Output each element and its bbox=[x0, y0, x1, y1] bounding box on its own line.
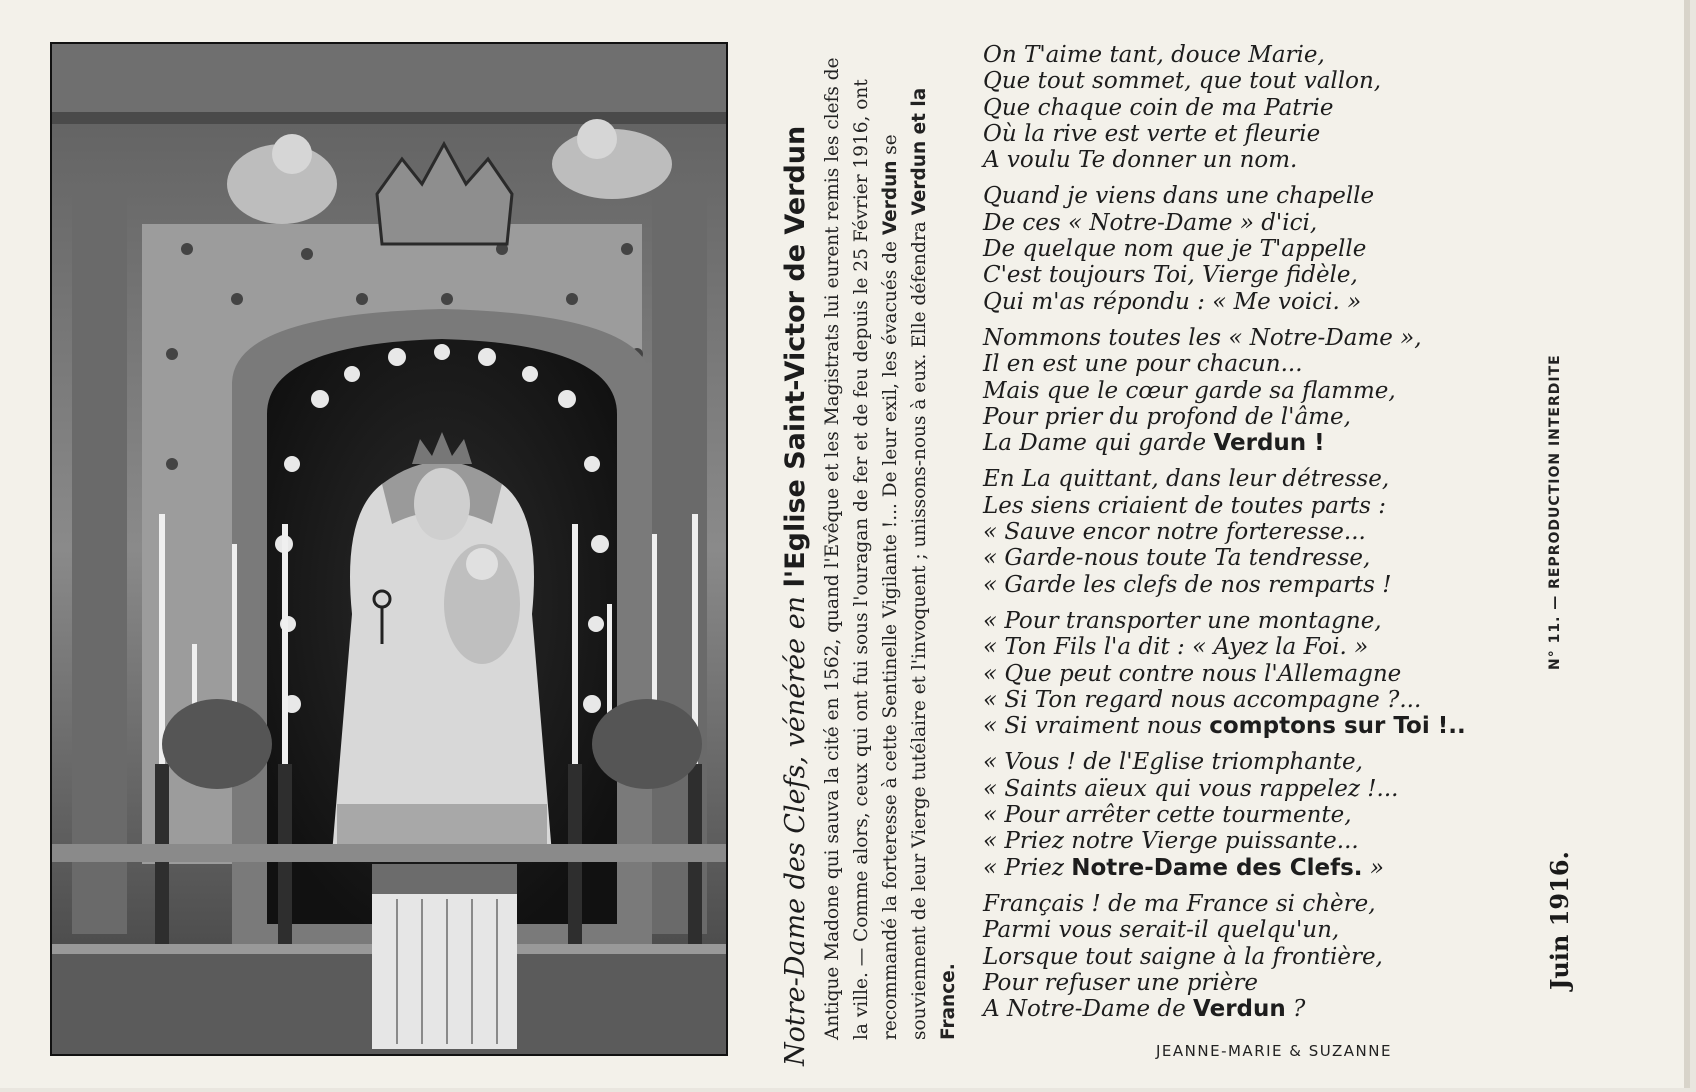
poem-line: « Priez Notre-Dame des Clefs. » bbox=[983, 854, 1384, 881]
card-description: Antique Madone qui sauva la cité en 1562, quand l'Evêque et les Magistrats lui eurent remis les clefs de la ville. — Comme alors, ceux qui ont fui sous l'ouragan de fer et de feu depuis le 25 Février 1916, ont recommandé la forteresse à cette Sentinelle Vigilante !... De leur exil, les évacués de Verdun se souviennent de leur Vierge tutélaire et l'invoquent ; unissons-nous à eux. Elle défendra Verdun et la France. bbox=[822, 57, 959, 1040]
altar-photograph bbox=[50, 42, 728, 1056]
poem-line: « Garde les clefs de nos remparts ! bbox=[983, 571, 1392, 598]
poem-line: Parmi vous serait-il quelqu'un, bbox=[983, 917, 1340, 944]
poem bbox=[983, 42, 1503, 1032]
poem-line: Quand je viens dans une chapelle bbox=[983, 183, 1375, 210]
poem-line: « Si Ton regard nous accompagne ?... bbox=[983, 686, 1422, 713]
poem-line: De ces « Notre-Dame » d'ici, bbox=[983, 209, 1318, 236]
stanza-5 bbox=[983, 608, 1503, 739]
poem-line: On T'aime tant, douce Marie, bbox=[983, 42, 1325, 68]
poem-line: En La quittant, dans leur détresse, bbox=[983, 466, 1390, 493]
stanza-4 bbox=[983, 466, 1503, 597]
poem-line: « Garde-nous toute Ta tendresse, bbox=[983, 545, 1371, 572]
poem-line: « Que peut contre nous l'Allemagne bbox=[983, 660, 1402, 687]
stanza-1 bbox=[983, 42, 1503, 173]
poem-line: A voulu Te donner un nom. bbox=[983, 147, 1298, 174]
stanza-3 bbox=[983, 325, 1503, 456]
stanza-6 bbox=[983, 749, 1503, 880]
poem-line: Que tout sommet, que tout vallon, bbox=[983, 68, 1382, 95]
publication-date: Juin 1916. bbox=[1545, 851, 1574, 990]
poem-line: « Saints aïeux qui vous rappelez !... bbox=[983, 775, 1399, 802]
stanza-7 bbox=[983, 891, 1503, 1022]
poem-line: C'est toujours Toi, Vierge fidèle, bbox=[983, 262, 1358, 289]
poem-line: « Vous ! de l'Eglise triomphante, bbox=[983, 749, 1363, 776]
poem-line: A Notre-Dame de Verdun ? bbox=[983, 996, 1306, 1023]
poem-line: De quelque nom que je T'appelle bbox=[983, 236, 1367, 263]
poem-line: « Si vraiment nous comptons sur Toi !.. bbox=[983, 713, 1466, 740]
poem-line: Nommons toutes les « Notre-Dame », bbox=[983, 324, 1422, 351]
poem-line: « Ton Fils l'a dit : « Ayez la Foi. » bbox=[983, 634, 1369, 661]
card-title: Notre-Dame des Clefs, vénérée en l'Eglise Saint-Victor de Verdun bbox=[780, 125, 811, 1066]
poem-line: « Pour arrêter cette tourmente, bbox=[983, 802, 1352, 829]
madonna-statue-image bbox=[52, 44, 726, 1054]
poem-line: Les siens criaient de toutes parts : bbox=[983, 492, 1387, 519]
poem-line: Qui m'as répondu : « Me voici. » bbox=[983, 288, 1362, 315]
reproduction-notice: N° 11. — REPRODUCTION INTERDITE bbox=[1547, 354, 1563, 670]
stanza-2 bbox=[983, 183, 1503, 314]
poem-line: Pour prier du profond de l'âme, bbox=[983, 403, 1351, 430]
poem-authors: JEANNE-MARIE & SUZANNE bbox=[1156, 1042, 1392, 1060]
poem-line: « Sauve encor notre forteresse... bbox=[983, 519, 1366, 546]
poem-line: « Pour transporter une montagne, bbox=[983, 607, 1382, 634]
poem-line: Où la rive est verte et fleurie bbox=[983, 120, 1321, 147]
poem-line: « Priez notre Vierge puissante... bbox=[983, 828, 1359, 855]
poem-line: La Dame qui garde Verdun ! bbox=[983, 430, 1325, 457]
poem-line: Que chaque coin de ma Patrie bbox=[983, 94, 1334, 121]
poem-line: Pour refuser une prière bbox=[983, 969, 1259, 996]
poem-line: Français ! de ma France si chère, bbox=[983, 890, 1376, 917]
poem-line: Lorsque tout saigne à la frontière, bbox=[983, 943, 1383, 970]
poem-line: Mais que le cœur garde sa flamme, bbox=[983, 377, 1396, 404]
poem-line: Il en est une pour chacun... bbox=[983, 351, 1303, 378]
